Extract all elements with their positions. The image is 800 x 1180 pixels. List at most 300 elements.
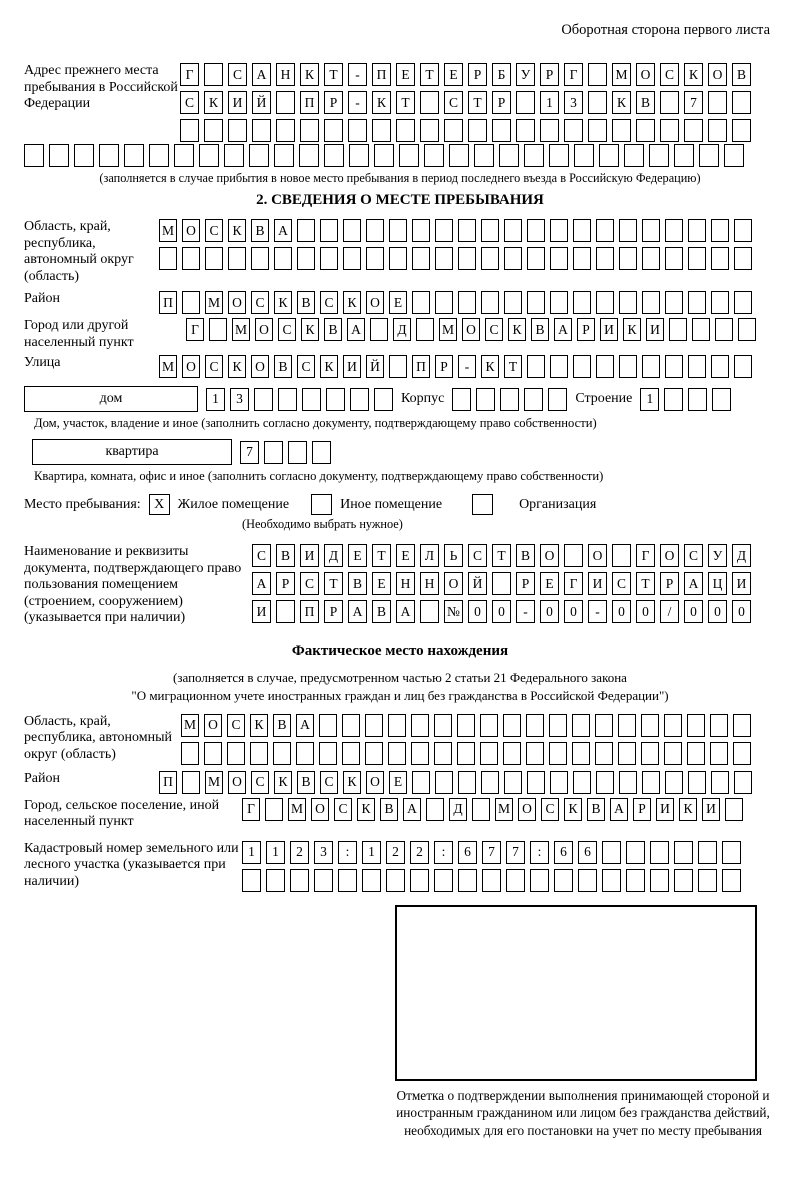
- char-cell[interactable]: С: [334, 798, 352, 821]
- char-cell[interactable]: [527, 355, 545, 378]
- char-cell[interactable]: О: [636, 63, 655, 86]
- char-cell[interactable]: [458, 219, 476, 242]
- char-cell[interactable]: Т: [396, 91, 415, 114]
- char-cell[interactable]: [573, 771, 591, 794]
- char-cell[interactable]: К: [300, 63, 319, 86]
- char-cell[interactable]: [410, 869, 429, 892]
- char-cell[interactable]: [650, 841, 669, 864]
- char-cell[interactable]: [458, 869, 477, 892]
- char-cell[interactable]: У: [708, 544, 727, 567]
- char-cell[interactable]: О: [366, 291, 384, 314]
- char-cell[interactable]: [324, 144, 344, 167]
- char-cell[interactable]: [674, 869, 693, 892]
- char-cell[interactable]: [734, 771, 752, 794]
- char-cell[interactable]: [684, 119, 703, 142]
- char-cell[interactable]: Е: [540, 572, 559, 595]
- char-cell[interactable]: [698, 869, 717, 892]
- char-cell[interactable]: Т: [324, 63, 343, 86]
- char-cell[interactable]: В: [372, 600, 391, 623]
- char-cell[interactable]: 1: [540, 91, 559, 114]
- char-cell[interactable]: [458, 247, 476, 270]
- char-cell[interactable]: [642, 247, 660, 270]
- char-cell[interactable]: [204, 119, 223, 142]
- char-cell[interactable]: С: [444, 91, 463, 114]
- char-cell[interactable]: [596, 219, 614, 242]
- char-cell[interactable]: [250, 742, 268, 765]
- char-cell[interactable]: 6: [554, 841, 573, 864]
- char-cell[interactable]: [550, 219, 568, 242]
- char-cell[interactable]: Е: [372, 572, 391, 595]
- char-cell[interactable]: [642, 355, 660, 378]
- char-cell[interactable]: [444, 119, 463, 142]
- char-cell[interactable]: [424, 144, 444, 167]
- char-cell[interactable]: П: [300, 600, 319, 623]
- char-cell[interactable]: К: [228, 219, 246, 242]
- char-cell[interactable]: [264, 441, 283, 464]
- house-box[interactable]: дом: [24, 386, 198, 412]
- char-cell[interactable]: [389, 219, 407, 242]
- char-cell[interactable]: [530, 869, 549, 892]
- char-cell[interactable]: М: [439, 318, 457, 341]
- char-cell[interactable]: С: [300, 572, 319, 595]
- char-cell[interactable]: [350, 388, 369, 411]
- char-cell[interactable]: [550, 771, 568, 794]
- char-cell[interactable]: С: [227, 714, 245, 737]
- char-cell[interactable]: [711, 291, 729, 314]
- char-cell[interactable]: Ц: [708, 572, 727, 595]
- char-cell[interactable]: [159, 247, 177, 270]
- char-cell[interactable]: К: [228, 355, 246, 378]
- char-cell[interactable]: 0: [540, 600, 559, 623]
- char-cell[interactable]: [276, 91, 295, 114]
- char-cell[interactable]: [550, 247, 568, 270]
- char-cell[interactable]: [492, 572, 511, 595]
- char-cell[interactable]: [388, 714, 406, 737]
- char-cell[interactable]: В: [587, 798, 605, 821]
- char-cell[interactable]: О: [255, 318, 273, 341]
- char-cell[interactable]: [650, 869, 669, 892]
- char-cell[interactable]: В: [251, 219, 269, 242]
- char-cell[interactable]: [416, 318, 434, 341]
- char-cell[interactable]: [619, 771, 637, 794]
- char-cell[interactable]: [738, 318, 756, 341]
- char-cell[interactable]: И: [656, 798, 674, 821]
- char-cell[interactable]: [687, 742, 705, 765]
- char-cell[interactable]: Н: [276, 63, 295, 86]
- char-cell[interactable]: [524, 144, 544, 167]
- char-cell[interactable]: А: [252, 572, 271, 595]
- char-cell[interactable]: 7: [240, 441, 259, 464]
- char-cell[interactable]: О: [660, 544, 679, 567]
- char-cell[interactable]: И: [588, 572, 607, 595]
- char-cell[interactable]: И: [252, 600, 271, 623]
- char-cell[interactable]: [297, 247, 315, 270]
- char-cell[interactable]: [412, 771, 430, 794]
- char-cell[interactable]: К: [684, 63, 703, 86]
- char-cell[interactable]: 7: [684, 91, 703, 114]
- char-cell[interactable]: [599, 144, 619, 167]
- char-cell[interactable]: Р: [435, 355, 453, 378]
- char-cell[interactable]: И: [300, 544, 319, 567]
- char-cell[interactable]: [699, 144, 719, 167]
- char-cell[interactable]: Е: [444, 63, 463, 86]
- char-cell[interactable]: 2: [290, 841, 309, 864]
- char-cell[interactable]: [548, 388, 567, 411]
- char-cell[interactable]: [504, 291, 522, 314]
- char-cell[interactable]: [619, 355, 637, 378]
- char-cell[interactable]: К: [623, 318, 641, 341]
- char-cell[interactable]: [504, 247, 522, 270]
- char-cell[interactable]: [412, 247, 430, 270]
- char-cell[interactable]: [527, 291, 545, 314]
- char-cell[interactable]: К: [274, 771, 292, 794]
- char-cell[interactable]: [550, 291, 568, 314]
- char-cell[interactable]: -: [588, 600, 607, 623]
- char-cell[interactable]: [549, 144, 569, 167]
- char-cell[interactable]: [411, 742, 429, 765]
- char-cell[interactable]: [74, 144, 94, 167]
- char-cell[interactable]: [434, 714, 452, 737]
- char-cell[interactable]: [224, 144, 244, 167]
- char-cell[interactable]: С: [541, 798, 559, 821]
- char-cell[interactable]: [674, 144, 694, 167]
- char-cell[interactable]: [182, 771, 200, 794]
- char-cell[interactable]: Е: [389, 291, 407, 314]
- char-cell[interactable]: [734, 219, 752, 242]
- char-cell[interactable]: Т: [468, 91, 487, 114]
- char-cell[interactable]: [504, 219, 522, 242]
- char-cell[interactable]: И: [343, 355, 361, 378]
- char-cell[interactable]: [227, 742, 245, 765]
- char-cell[interactable]: [386, 869, 405, 892]
- char-cell[interactable]: М: [495, 798, 513, 821]
- char-cell[interactable]: [734, 247, 752, 270]
- char-cell[interactable]: 1: [242, 841, 261, 864]
- char-cell[interactable]: Р: [324, 91, 343, 114]
- char-cell[interactable]: [578, 869, 597, 892]
- char-cell[interactable]: С: [468, 544, 487, 567]
- char-cell[interactable]: 2: [386, 841, 405, 864]
- char-cell[interactable]: Г: [180, 63, 199, 86]
- char-cell[interactable]: [434, 869, 453, 892]
- char-cell[interactable]: [687, 714, 705, 737]
- char-cell[interactable]: У: [516, 63, 535, 86]
- char-cell[interactable]: :: [434, 841, 453, 864]
- char-cell[interactable]: [733, 714, 751, 737]
- char-cell[interactable]: [276, 119, 295, 142]
- char-cell[interactable]: [516, 91, 535, 114]
- char-cell[interactable]: [636, 119, 655, 142]
- char-cell[interactable]: [588, 63, 607, 86]
- char-cell[interactable]: [389, 355, 407, 378]
- char-cell[interactable]: О: [540, 544, 559, 567]
- char-cell[interactable]: [596, 291, 614, 314]
- char-cell[interactable]: [312, 441, 331, 464]
- char-cell[interactable]: Д: [324, 544, 343, 567]
- char-cell[interactable]: [251, 247, 269, 270]
- char-cell[interactable]: [182, 247, 200, 270]
- char-cell[interactable]: [249, 144, 269, 167]
- checkbox-residential[interactable]: X: [149, 494, 170, 515]
- char-cell[interactable]: Г: [564, 572, 583, 595]
- char-cell[interactable]: [472, 798, 490, 821]
- char-cell[interactable]: [595, 742, 613, 765]
- char-cell[interactable]: [476, 388, 495, 411]
- char-cell[interactable]: 0: [492, 600, 511, 623]
- char-cell[interactable]: [338, 869, 357, 892]
- char-cell[interactable]: Р: [577, 318, 595, 341]
- char-cell[interactable]: [573, 219, 591, 242]
- char-cell[interactable]: И: [646, 318, 664, 341]
- char-cell[interactable]: М: [205, 771, 223, 794]
- char-cell[interactable]: [595, 714, 613, 737]
- char-cell[interactable]: [524, 388, 543, 411]
- char-cell[interactable]: [435, 219, 453, 242]
- char-cell[interactable]: С: [180, 91, 199, 114]
- char-cell[interactable]: [389, 247, 407, 270]
- char-cell[interactable]: 1: [266, 841, 285, 864]
- char-cell[interactable]: С: [228, 63, 247, 86]
- char-cell[interactable]: [480, 714, 498, 737]
- char-cell[interactable]: [500, 388, 519, 411]
- char-cell[interactable]: [452, 388, 471, 411]
- char-cell[interactable]: [314, 869, 333, 892]
- char-cell[interactable]: [564, 119, 583, 142]
- char-cell[interactable]: 7: [506, 841, 525, 864]
- char-cell[interactable]: [602, 869, 621, 892]
- char-cell[interactable]: [252, 119, 271, 142]
- char-cell[interactable]: С: [320, 291, 338, 314]
- char-cell[interactable]: [665, 355, 683, 378]
- char-cell[interactable]: [365, 742, 383, 765]
- char-cell[interactable]: [254, 388, 273, 411]
- char-cell[interactable]: [612, 544, 631, 567]
- checkbox-organization[interactable]: [472, 494, 493, 515]
- char-cell[interactable]: [300, 119, 319, 142]
- char-cell[interactable]: О: [366, 771, 384, 794]
- char-cell[interactable]: [710, 742, 728, 765]
- char-cell[interactable]: [664, 714, 682, 737]
- char-cell[interactable]: -: [348, 91, 367, 114]
- char-cell[interactable]: Л: [420, 544, 439, 567]
- char-cell[interactable]: [458, 771, 476, 794]
- char-cell[interactable]: О: [588, 544, 607, 567]
- char-cell[interactable]: [370, 318, 388, 341]
- char-cell[interactable]: [481, 291, 499, 314]
- char-cell[interactable]: [434, 742, 452, 765]
- char-cell[interactable]: [499, 144, 519, 167]
- char-cell[interactable]: М: [205, 291, 223, 314]
- char-cell[interactable]: Е: [389, 771, 407, 794]
- char-cell[interactable]: К: [301, 318, 319, 341]
- char-cell[interactable]: [182, 291, 200, 314]
- char-cell[interactable]: [99, 144, 119, 167]
- char-cell[interactable]: [734, 355, 752, 378]
- char-cell[interactable]: [399, 144, 419, 167]
- char-cell[interactable]: [573, 247, 591, 270]
- char-cell[interactable]: [660, 91, 679, 114]
- char-cell[interactable]: [420, 119, 439, 142]
- char-cell[interactable]: Г: [242, 798, 260, 821]
- char-cell[interactable]: [492, 119, 511, 142]
- char-cell[interactable]: [204, 742, 222, 765]
- char-cell[interactable]: К: [320, 355, 338, 378]
- char-cell[interactable]: [343, 219, 361, 242]
- char-cell[interactable]: [664, 742, 682, 765]
- char-cell[interactable]: Й: [468, 572, 487, 595]
- char-cell[interactable]: В: [273, 714, 291, 737]
- char-cell[interactable]: Д: [732, 544, 751, 567]
- char-cell[interactable]: С: [297, 355, 315, 378]
- char-cell[interactable]: [228, 119, 247, 142]
- char-cell[interactable]: А: [348, 600, 367, 623]
- char-cell[interactable]: [573, 291, 591, 314]
- char-cell[interactable]: М: [232, 318, 250, 341]
- char-cell[interactable]: В: [348, 572, 367, 595]
- char-cell[interactable]: [596, 247, 614, 270]
- char-cell[interactable]: [296, 742, 314, 765]
- char-cell[interactable]: [388, 742, 406, 765]
- char-cell[interactable]: Й: [252, 91, 271, 114]
- char-cell[interactable]: О: [228, 291, 246, 314]
- char-cell[interactable]: Т: [636, 572, 655, 595]
- char-cell[interactable]: [527, 247, 545, 270]
- char-cell[interactable]: [302, 388, 321, 411]
- char-cell[interactable]: Г: [564, 63, 583, 86]
- char-cell[interactable]: [698, 841, 717, 864]
- char-cell[interactable]: В: [297, 771, 315, 794]
- char-cell[interactable]: [642, 219, 660, 242]
- char-cell[interactable]: [649, 144, 669, 167]
- char-cell[interactable]: К: [564, 798, 582, 821]
- char-cell[interactable]: [299, 144, 319, 167]
- char-cell[interactable]: :: [338, 841, 357, 864]
- char-cell[interactable]: [588, 91, 607, 114]
- char-cell[interactable]: -: [348, 63, 367, 86]
- char-cell[interactable]: [435, 771, 453, 794]
- char-cell[interactable]: [209, 318, 227, 341]
- char-cell[interactable]: А: [554, 318, 572, 341]
- char-cell[interactable]: 1: [640, 388, 659, 411]
- char-cell[interactable]: [411, 714, 429, 737]
- char-cell[interactable]: [204, 63, 223, 86]
- char-cell[interactable]: В: [380, 798, 398, 821]
- char-cell[interactable]: П: [300, 91, 319, 114]
- char-cell[interactable]: [342, 714, 360, 737]
- char-cell[interactable]: Г: [636, 544, 655, 567]
- char-cell[interactable]: Т: [324, 572, 343, 595]
- char-cell[interactable]: [449, 144, 469, 167]
- char-cell[interactable]: [732, 91, 751, 114]
- char-cell[interactable]: В: [297, 291, 315, 314]
- char-cell[interactable]: С: [251, 771, 269, 794]
- char-cell[interactable]: [266, 869, 285, 892]
- char-cell[interactable]: [435, 291, 453, 314]
- char-cell[interactable]: [474, 144, 494, 167]
- char-cell[interactable]: [319, 742, 337, 765]
- char-cell[interactable]: К: [612, 91, 631, 114]
- char-cell[interactable]: [711, 219, 729, 242]
- char-cell[interactable]: [626, 841, 645, 864]
- char-cell[interactable]: А: [296, 714, 314, 737]
- char-cell[interactable]: [540, 119, 559, 142]
- char-cell[interactable]: В: [636, 91, 655, 114]
- char-cell[interactable]: С: [612, 572, 631, 595]
- char-cell[interactable]: А: [396, 600, 415, 623]
- char-cell[interactable]: В: [531, 318, 549, 341]
- char-cell[interactable]: [711, 247, 729, 270]
- char-cell[interactable]: К: [481, 355, 499, 378]
- char-cell[interactable]: [480, 742, 498, 765]
- char-cell[interactable]: [715, 318, 733, 341]
- char-cell[interactable]: [674, 841, 693, 864]
- char-cell[interactable]: [618, 742, 636, 765]
- char-cell[interactable]: [665, 771, 683, 794]
- char-cell[interactable]: [708, 119, 727, 142]
- char-cell[interactable]: [265, 798, 283, 821]
- char-cell[interactable]: 3: [230, 388, 249, 411]
- char-cell[interactable]: Н: [396, 572, 415, 595]
- char-cell[interactable]: [626, 869, 645, 892]
- char-cell[interactable]: Р: [492, 91, 511, 114]
- char-cell[interactable]: 1: [206, 388, 225, 411]
- char-cell[interactable]: [588, 119, 607, 142]
- char-cell[interactable]: 0: [732, 600, 751, 623]
- char-cell[interactable]: А: [684, 572, 703, 595]
- char-cell[interactable]: М: [288, 798, 306, 821]
- char-cell[interactable]: Н: [420, 572, 439, 595]
- char-cell[interactable]: 0: [468, 600, 487, 623]
- char-cell[interactable]: С: [320, 771, 338, 794]
- char-cell[interactable]: [276, 600, 295, 623]
- char-cell[interactable]: В: [276, 544, 295, 567]
- char-cell[interactable]: [665, 247, 683, 270]
- char-cell[interactable]: №: [444, 600, 463, 623]
- char-cell[interactable]: [457, 714, 475, 737]
- char-cell[interactable]: [688, 219, 706, 242]
- char-cell[interactable]: [319, 714, 337, 737]
- char-cell[interactable]: И: [732, 572, 751, 595]
- char-cell[interactable]: [624, 144, 644, 167]
- char-cell[interactable]: [712, 388, 731, 411]
- char-cell[interactable]: [181, 742, 199, 765]
- char-cell[interactable]: [688, 247, 706, 270]
- char-cell[interactable]: [665, 219, 683, 242]
- char-cell[interactable]: [457, 742, 475, 765]
- char-cell[interactable]: [274, 247, 292, 270]
- char-cell[interactable]: Д: [449, 798, 467, 821]
- char-cell[interactable]: [458, 291, 476, 314]
- char-cell[interactable]: В: [324, 318, 342, 341]
- char-cell[interactable]: [503, 714, 521, 737]
- char-cell[interactable]: [374, 144, 394, 167]
- char-cell[interactable]: А: [252, 63, 271, 86]
- char-cell[interactable]: Р: [660, 572, 679, 595]
- char-cell[interactable]: О: [228, 771, 246, 794]
- char-cell[interactable]: [619, 219, 637, 242]
- char-cell[interactable]: [297, 219, 315, 242]
- char-cell[interactable]: [420, 91, 439, 114]
- char-cell[interactable]: [278, 388, 297, 411]
- checkbox-other-premises[interactable]: [311, 494, 332, 515]
- apartment-box[interactable]: квартира: [32, 439, 232, 465]
- char-cell[interactable]: [564, 544, 583, 567]
- char-cell[interactable]: [722, 841, 741, 864]
- char-cell[interactable]: А: [274, 219, 292, 242]
- char-cell[interactable]: П: [412, 355, 430, 378]
- char-cell[interactable]: Е: [396, 544, 415, 567]
- char-cell[interactable]: [374, 388, 393, 411]
